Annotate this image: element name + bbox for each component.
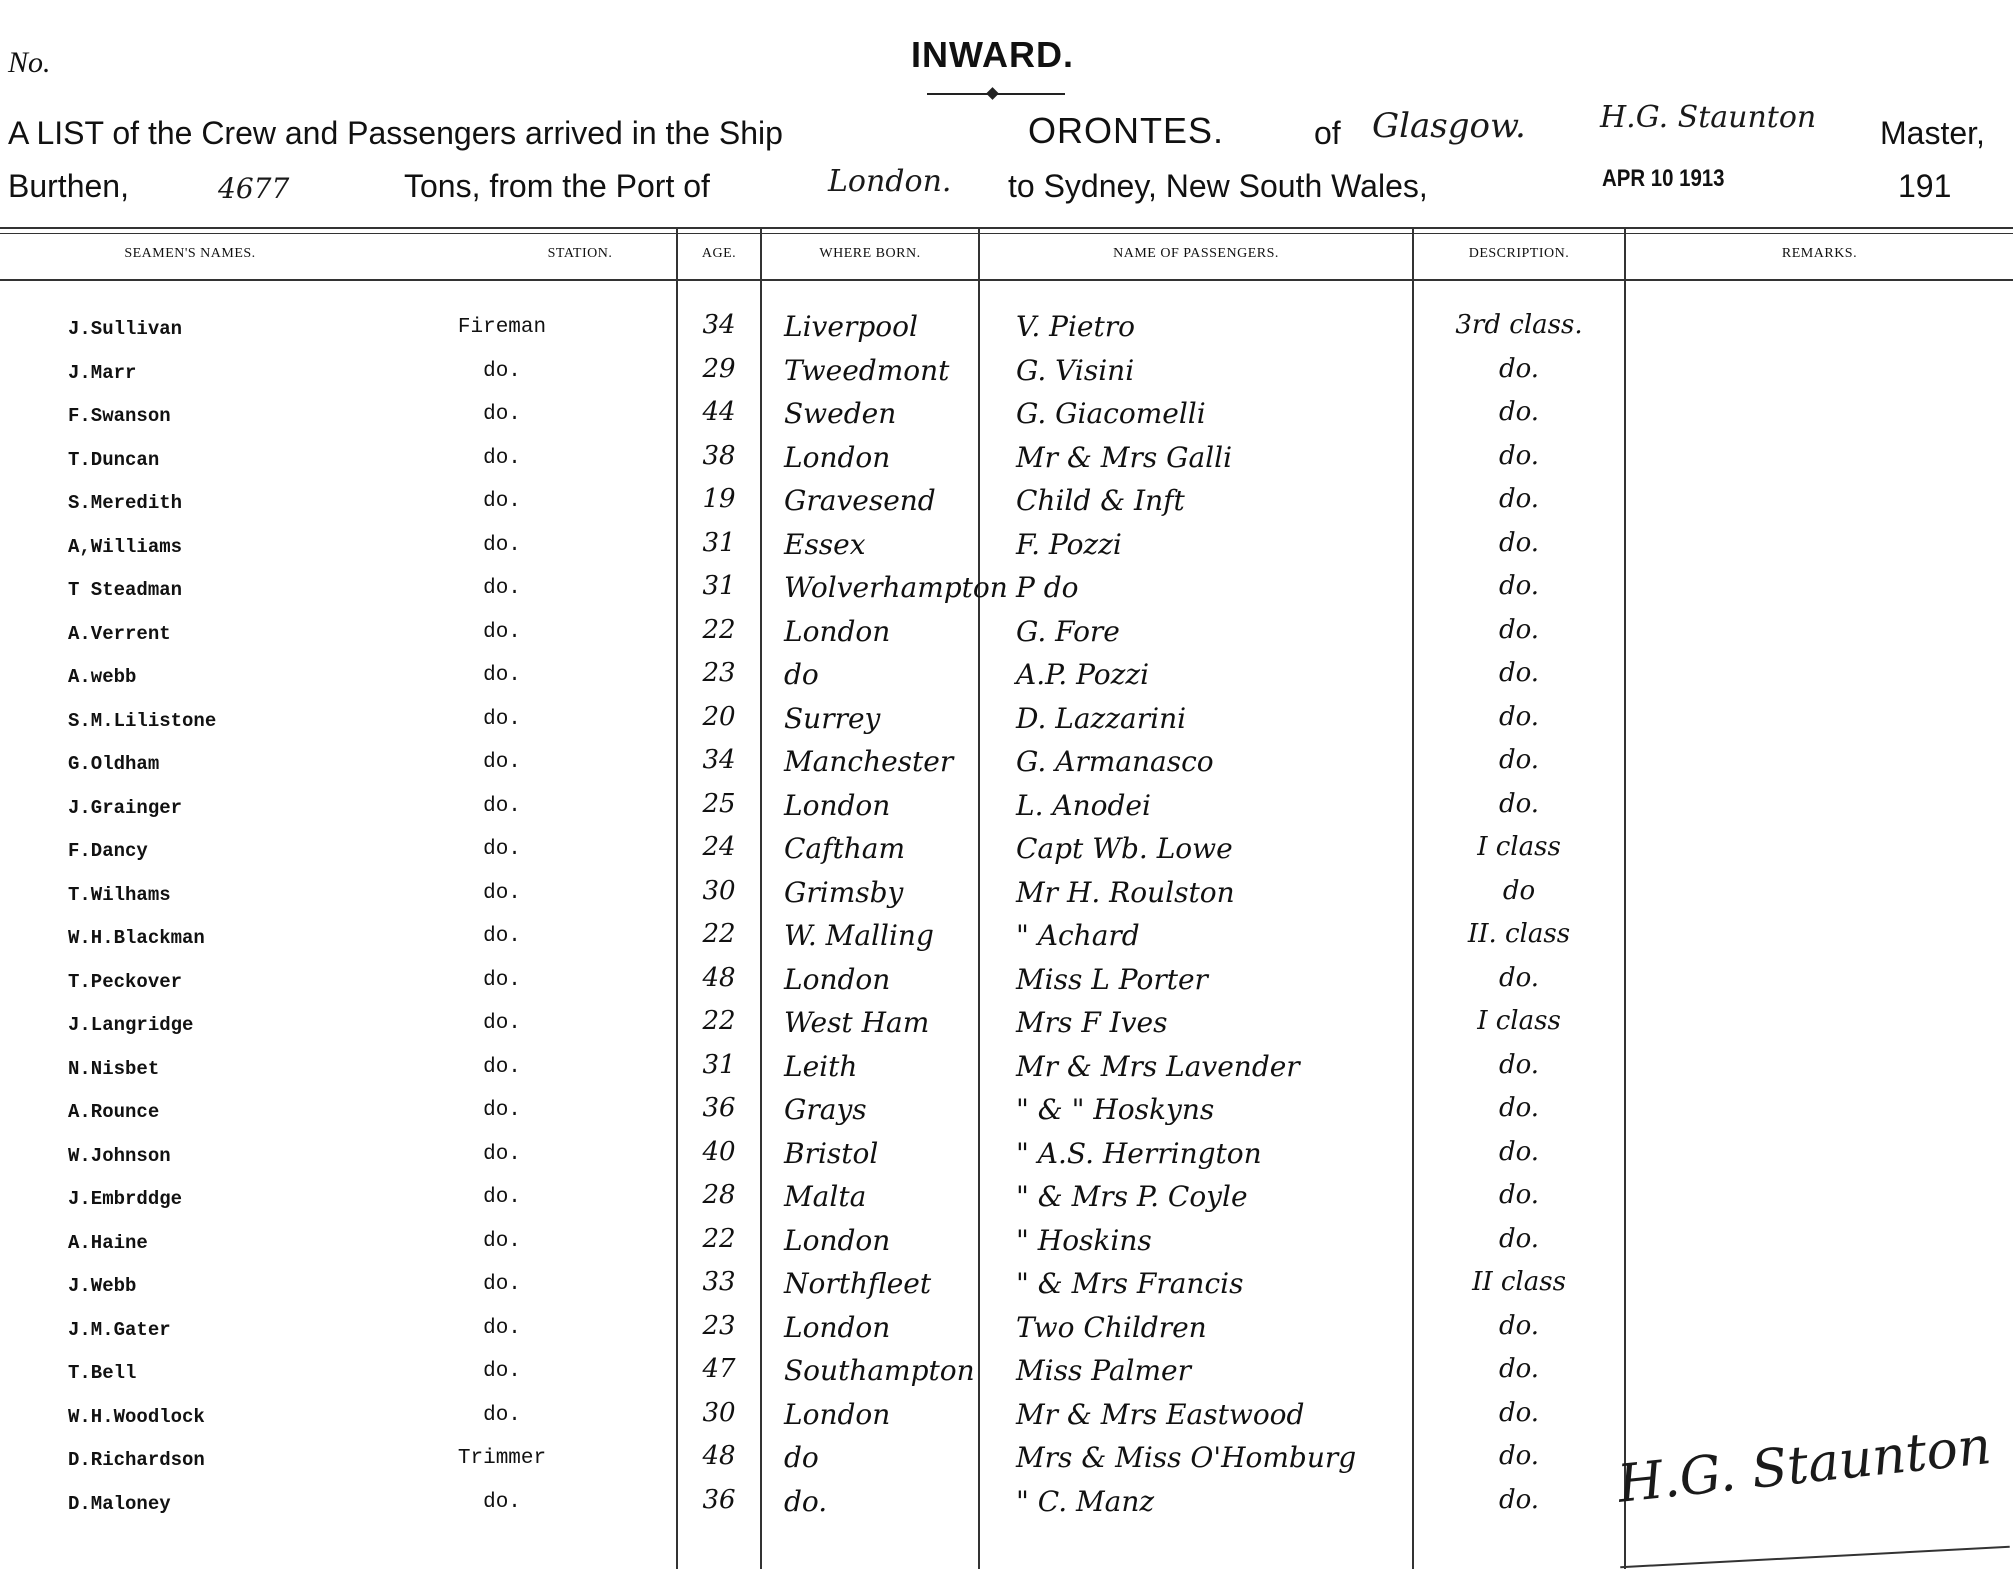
seaman-birthplace: London <box>784 1310 891 1344</box>
seaman-age: 29 <box>702 353 736 384</box>
passenger-name: Miss L Porter <box>1016 962 1208 996</box>
seaman-birthplace: London <box>784 1223 891 1257</box>
seaman-age: 31 <box>702 527 736 558</box>
passenger-description: II. class <box>1467 919 1571 949</box>
seaman-birthplace: Southampton <box>784 1354 975 1387</box>
seaman-name: S.Meredith <box>68 492 183 514</box>
from-port: London. <box>828 164 952 199</box>
seaman-birthplace: W. Malling <box>784 919 934 952</box>
seaman-age: 36 <box>702 1484 736 1515</box>
passenger-name: " Achard <box>1016 919 1140 952</box>
passenger-description: do. <box>1498 1223 1540 1254</box>
passenger-description: do. <box>1498 658 1540 688</box>
table-top-rule <box>0 227 2013 229</box>
seaman-age: 24 <box>702 832 736 862</box>
passenger-name: L. Anodei <box>1016 788 1151 822</box>
passenger-description: do. <box>1498 614 1540 645</box>
passenger-description: do. <box>1498 1093 1540 1123</box>
passenger-description: do. <box>1498 1484 1540 1515</box>
seaman-name: N.Nisbet <box>68 1057 160 1080</box>
passenger-description: do. <box>1498 788 1540 819</box>
passenger-description: do. <box>1498 397 1540 427</box>
passenger-name: " A.S. Herrington <box>1016 1136 1262 1170</box>
passenger-name: Child & Inft <box>1016 484 1185 517</box>
passenger-description: I class <box>1477 832 1561 862</box>
passenger-description: I class <box>1477 1006 1561 1036</box>
seaman-birthplace: do <box>784 1441 819 1474</box>
passenger-name: G. Visini <box>1016 353 1135 387</box>
passenger-name: Two Children <box>1016 1310 1207 1344</box>
seaman-name: A.Haine <box>68 1231 148 1254</box>
seaman-birthplace: Bristol <box>784 1136 879 1170</box>
seaman-birthplace: Gravesend <box>784 484 936 517</box>
seaman-birthplace: Manchester <box>784 745 954 778</box>
seaman-station: do. <box>483 490 521 513</box>
column-header-age: AGE. <box>701 246 737 261</box>
seaman-age: 28 <box>702 1180 736 1210</box>
passenger-name: F. Pozzi <box>1016 527 1122 561</box>
passenger-name: P do <box>1016 571 1079 604</box>
passenger-description: do. <box>1498 440 1540 471</box>
seaman-birthplace: Grimsby <box>784 875 904 909</box>
list-title-prefix: A LIST of the Crew and Passengers arrived in the Ship <box>8 115 783 151</box>
passenger-description: do. <box>1498 1441 1540 1471</box>
seaman-age: 38 <box>702 440 736 471</box>
passenger-name: Mrs F Ives <box>1016 1006 1168 1039</box>
passenger-description: do. <box>1498 571 1540 601</box>
passenger-name: G. Armanasco <box>1016 745 1214 778</box>
passenger-description: do. <box>1498 701 1540 732</box>
seaman-name: J.M.Gater <box>68 1318 171 1341</box>
seaman-age: 22 <box>702 919 736 949</box>
seaman-age: 44 <box>702 397 736 427</box>
seaman-birthplace: Liverpool <box>784 310 918 343</box>
seaman-station: do. <box>483 751 521 774</box>
passenger-description: do. <box>1498 1049 1540 1080</box>
seaman-station: do. <box>483 838 521 861</box>
seaman-age: 47 <box>702 1354 736 1384</box>
seaman-name: D.Richardson <box>68 1449 205 1471</box>
seaman-station: do. <box>483 1403 521 1427</box>
seaman-age: 31 <box>702 571 736 601</box>
seaman-birthplace: Northfleet <box>784 1267 932 1300</box>
seaman-birthplace: London <box>784 614 891 648</box>
seaman-name: W.Johnson <box>68 1144 171 1167</box>
passenger-description: do. <box>1498 1397 1540 1428</box>
seaman-station: do. <box>483 794 521 818</box>
seaman-birthplace: Wolverhampton <box>784 571 1008 604</box>
burthen-value: 4677 <box>218 172 290 205</box>
passenger-description: do. <box>1498 353 1540 384</box>
tons-from-label: Tons, from the Port of <box>404 168 710 204</box>
seaman-birthplace: do. <box>784 1484 828 1518</box>
seaman-station: do. <box>483 1142 521 1166</box>
table-top-rule-inner <box>0 233 2013 234</box>
seaman-station: do. <box>483 1186 521 1209</box>
passenger-name: Mr & Mrs Lavender <box>1016 1049 1300 1083</box>
document-heading: INWARD. <box>911 34 1074 75</box>
passenger-description: do. <box>1498 1310 1540 1341</box>
seaman-age: 34 <box>702 310 736 340</box>
seaman-name: G.Oldham <box>68 753 160 775</box>
passenger-description: do. <box>1498 527 1540 558</box>
column-header-remarks: REMARKS. <box>1781 246 1858 261</box>
passenger-name: V. Pietro <box>1016 310 1135 343</box>
seaman-name: T.Wilhams <box>68 883 171 906</box>
seaman-age: 23 <box>702 1310 736 1341</box>
burthen-label: Burthen, <box>8 168 129 204</box>
seaman-age: 36 <box>702 1093 736 1123</box>
seaman-name: W.H.Blackman <box>68 927 205 949</box>
seaman-birthplace: London <box>784 1397 891 1431</box>
seaman-age: 22 <box>702 1223 736 1254</box>
column-header-description: DESCRIPTION. <box>1468 246 1570 261</box>
seaman-name: J.Webb <box>68 1275 137 1297</box>
seaman-name: J.Langridge <box>68 1014 194 1036</box>
seaman-station: do. <box>483 664 521 687</box>
passenger-name: Mrs & Miss O'Homburg <box>1016 1441 1357 1474</box>
passenger-name: " & " Hoskyns <box>1016 1093 1215 1126</box>
passenger-name: Mr H. Roulston <box>1016 875 1235 909</box>
passenger-description: do. <box>1498 962 1540 993</box>
seaman-station: do. <box>483 1360 521 1383</box>
ship-name: ORONTES. <box>1028 110 1225 151</box>
seaman-birthplace: Malta <box>784 1180 867 1213</box>
seaman-birthplace: Leith <box>784 1049 858 1083</box>
seaman-station: do. <box>483 577 521 600</box>
seaman-birthplace: Caftham <box>784 832 906 865</box>
seaman-station: do. <box>483 1316 521 1340</box>
seaman-age: 31 <box>702 1049 736 1080</box>
table-header-rule <box>0 279 2013 281</box>
seaman-station: do. <box>483 446 521 470</box>
column-header-seamen-names: SEAMEN'S NAMES. <box>124 246 256 261</box>
seaman-age: 20 <box>702 701 736 732</box>
passenger-name: Miss Palmer <box>1016 1354 1191 1387</box>
master-label: Master, <box>1880 115 1985 151</box>
year-label: 191 <box>1898 168 1952 204</box>
passenger-name: Capt Wb. Lowe <box>1016 832 1233 865</box>
passenger-name: " Hoskins <box>1016 1223 1152 1257</box>
passenger-name: Mr & Mrs Eastwood <box>1016 1397 1305 1431</box>
column-header-station: STATION. <box>547 246 613 261</box>
port-of-registry: Glasgow. <box>1372 106 1526 146</box>
seaman-name: J.Grainger <box>68 796 183 819</box>
destination-label: to Sydney, New South Wales, <box>1008 168 1428 204</box>
passenger-description: do. <box>1498 1136 1540 1167</box>
seaman-birthplace: London <box>784 962 891 996</box>
seaman-station: do. <box>483 1490 521 1514</box>
seaman-age: 19 <box>702 484 736 514</box>
seaman-station: do. <box>483 1099 521 1122</box>
seaman-age: 22 <box>702 614 736 645</box>
seaman-name: J.Marr <box>68 361 137 384</box>
heading-divider-ornament <box>986 87 999 100</box>
passenger-name: " & Mrs Francis <box>1016 1267 1244 1300</box>
seaman-station: Fireman <box>457 316 547 339</box>
passenger-description: II class <box>1472 1267 1566 1297</box>
seaman-birthplace: Grays <box>784 1093 867 1126</box>
seaman-birthplace: Tweedmont <box>784 353 950 387</box>
seaman-name: D.Maloney <box>68 1492 171 1515</box>
seaman-birthplace: London <box>784 440 891 474</box>
seaman-name: A,Williams <box>68 535 183 558</box>
arrival-date-stamp: APR 10 1913 <box>1602 165 1725 192</box>
passenger-description: do. <box>1498 1180 1540 1210</box>
seaman-station: do. <box>483 620 521 644</box>
seaman-station: do. <box>483 359 521 383</box>
seaman-station: do. <box>483 881 521 905</box>
signature-rule <box>1620 1546 2010 1568</box>
seaman-name: J.Sullivan <box>68 318 183 340</box>
seaman-name: A.webb <box>68 666 137 688</box>
seaman-name: J.Embrddge <box>68 1188 183 1210</box>
seaman-birthplace: Surrey <box>784 701 881 735</box>
seaman-birthplace: Sweden <box>784 397 897 430</box>
of-label: of <box>1314 115 1341 151</box>
passenger-name: G. Fore <box>1016 614 1120 648</box>
master-name: H.G. Staunton <box>1600 100 1817 135</box>
passenger-description: do. <box>1498 1354 1540 1384</box>
seaman-name: F.Dancy <box>68 840 148 862</box>
seaman-name: F.Swanson <box>68 405 171 427</box>
seaman-age: 22 <box>702 1006 736 1036</box>
seaman-name: A.Rounce <box>68 1101 160 1123</box>
seaman-birthplace: Essex <box>784 527 866 561</box>
seaman-age: 34 <box>702 745 736 775</box>
column-header-passengers: NAME OF PASSENGERS. <box>1113 246 1279 261</box>
seaman-station: do. <box>483 1273 521 1296</box>
seaman-station: do. <box>483 533 521 557</box>
document-number-label: No. <box>8 46 51 79</box>
seaman-age: 30 <box>702 1397 736 1428</box>
seaman-station: Trimmer <box>457 1447 547 1470</box>
passenger-name: A.P. Pozzi <box>1016 658 1150 691</box>
seaman-name: T.Peckover <box>68 970 183 993</box>
passenger-description: do. <box>1498 484 1540 514</box>
seaman-station: do. <box>483 1229 521 1253</box>
seaman-station: do. <box>483 925 521 948</box>
seaman-age: 48 <box>702 1441 736 1471</box>
seaman-age: 48 <box>702 962 736 993</box>
seaman-birthplace: West Ham <box>784 1006 930 1039</box>
seaman-name: T.Bell <box>68 1362 137 1384</box>
seaman-age: 40 <box>702 1136 736 1167</box>
passenger-description: 3rd class. <box>1455 310 1583 340</box>
seaman-birthplace: do <box>784 658 819 691</box>
passenger-name: " C. Manz <box>1016 1484 1155 1518</box>
passenger-description: do <box>1502 875 1536 906</box>
seaman-age: 25 <box>702 788 736 819</box>
seaman-station: do. <box>483 968 521 992</box>
seaman-station: do. <box>483 403 521 426</box>
seaman-age: 33 <box>702 1267 736 1297</box>
seaman-name: T Steadman <box>68 579 183 601</box>
passenger-description: do. <box>1498 745 1540 775</box>
seaman-age: 23 <box>702 658 736 688</box>
column-divider <box>1624 227 1626 1569</box>
seaman-age: 30 <box>702 875 736 906</box>
column-header-where-born: WHERE BORN. <box>819 246 921 261</box>
passenger-name: " & Mrs P. Coyle <box>1016 1180 1248 1213</box>
master-signature: H.G. Staunton <box>1614 1415 1994 1515</box>
seaman-name: S.M.Lilistone <box>68 709 217 732</box>
seaman-station: do. <box>483 1012 521 1035</box>
seaman-name: A.Verrent <box>68 622 171 645</box>
seaman-birthplace: London <box>784 788 891 822</box>
seaman-station: do. <box>483 1055 521 1079</box>
seaman-name: T.Duncan <box>68 448 160 471</box>
seaman-station: do. <box>483 707 521 731</box>
column-divider <box>978 227 980 1569</box>
passenger-name: D. Lazzarini <box>1016 701 1187 735</box>
passenger-name: G. Giacomelli <box>1016 397 1206 430</box>
passenger-name: Mr & Mrs Galli <box>1016 440 1233 474</box>
seaman-name: W.H.Woodlock <box>68 1405 205 1428</box>
